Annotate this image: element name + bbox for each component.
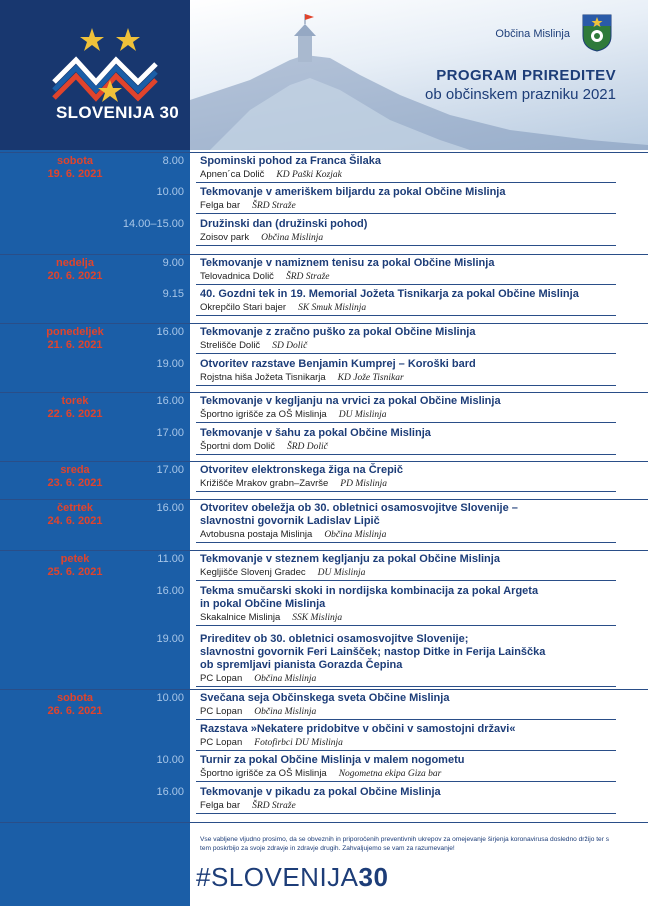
event-underline [196,750,616,751]
event-location-line [200,372,404,383]
event-time: 16.00 [156,786,184,798]
event-underline [196,625,616,626]
event-time: 9.15 [162,288,184,300]
event-organizer: DU Mislinja [338,410,387,420]
event-location: Avtobusna postaja Mislinja [200,529,313,540]
event-title: Prireditev ob 30. obletnici osamosvojitve Slovenije; slavnostni govornik Feri Lainšček; nastop Ditke in Ferija Lainščka ob spremljavi pianista Gorazda Čepina [200,633,546,671]
event-organizer: Fotofirbci DU Mislinja [254,738,343,748]
event-location: Felga bar [200,200,241,211]
star-icon [116,28,140,51]
day-divider [0,461,648,462]
event-location-line [200,441,328,452]
event-location: Skakalnice Mislinja [200,612,281,623]
event-title: Tekmovanje v namiznem tenisu za pokal Občine Mislinja [200,257,495,269]
day-weekday: torek [61,395,89,407]
day-divider [0,822,648,823]
event-title: Svečana seja Občinskega sveta Občine Mislinja [200,692,450,704]
day-weekday: petek [60,553,90,565]
hashtag [196,862,388,893]
event-location-line [200,800,296,811]
day-date: 20. 6. 2021 [47,270,103,282]
event-location-line [200,232,323,243]
day-date: 24. 6. 2021 [47,515,103,527]
event-title: Otvoritev razstave Benjamin Kumprej – Koroški bard [200,358,476,370]
event-location: Športno igrišče za OŠ Mislinja [200,768,327,779]
event-time: 19.00 [156,358,184,370]
event-location: PC Lopan [200,706,243,717]
event-title: Tekma smučarski skoki in nordijska kombinacija za pokal Argeta in pokal Občine Mislinja [200,585,539,610]
day-weekday: sobota [56,155,94,167]
event-location: Felga bar [200,800,241,811]
event-location-line [200,673,316,684]
event-underline [196,580,616,581]
event-title: Družinski dan (družinski pohod) [200,218,368,230]
event-location-line [200,340,307,351]
event-location-line [200,169,342,180]
event-time: 16.00 [156,502,184,514]
event-location-line [200,612,342,623]
day-divider [0,323,648,324]
event-title: Tekmovanje z zračno puško za pokal Občine Mislinja [200,326,476,338]
event-title: Otvoritev elektronskega žiga na Črepič [200,464,403,476]
day-divider [0,152,648,153]
event-organizer: SSK Mislinja [292,613,343,623]
event-time: 14.00–15.00 [122,218,184,230]
event-organizer: SK Smuk Mislinja [298,303,367,313]
event-location: Strelišče Dolič [200,340,261,351]
event-organizer: Nogometna ekipa Giza bar [338,769,442,779]
event-time: 17.00 [156,464,184,476]
event-organizer: KD Jože Tisnikar [337,373,404,383]
event-title: Razstava »Nekatere pridobitve v občini v samostojni državi« [200,723,516,735]
day-date: 23. 6. 2021 [47,477,103,489]
event-location-line [200,200,296,211]
event-underline [196,813,616,814]
covid-notice: Vse vabljene vljudno prosimo, da se obveznih in priporočenih preventivnih ukrepov za omejevanje širjenja koronavirusa dosledno držijo ter s tem poskrbijo za svoje zdravje in zdravje drugih. Zahvaljujemo se vam za razumevanje! [200,836,610,852]
event-underline [196,422,616,423]
day-weekday: sobota [56,692,94,704]
event-location: Športni dom Dolič [200,441,275,452]
day-date: 26. 6. 2021 [47,705,103,717]
event-organizer: PD Mislinja [340,479,388,489]
event-organizer: Občina Mislinja [254,707,317,717]
event-underline [196,719,616,720]
day-weekday: nedelja [56,257,94,269]
event-location-line [200,409,386,420]
event-time: 10.00 [156,754,184,766]
event-time: 9.00 [162,257,184,269]
star-icon [80,28,104,51]
event-underline [196,454,616,455]
hashtag-prefix: #SLOVENIJA [196,862,359,892]
event-time: 10.00 [156,692,184,704]
event-organizer: SD Dolič [272,341,308,351]
event-underline [196,686,616,687]
event-location-line [200,529,386,540]
event-location-line [200,567,365,578]
event-organizer: Občina Mislinja [324,530,387,540]
event-underline [196,213,616,214]
event-location: Križišče Mrakov grabn–Završe [200,478,329,489]
event-organizer: ŠRD Dolič [286,442,328,452]
municipality-name: Občina Mislinja [495,28,570,40]
day-date: 25. 6. 2021 [47,566,103,578]
page-subtitle: ob občinskem prazniku 2021 [425,86,616,103]
event-time: 17.00 [156,427,184,439]
event-location-line [200,737,343,748]
event-location: Kegljišče Slovenj Gradec [200,567,306,578]
event-location-line [200,478,387,489]
event-location: Telovadnica Dolič [200,271,274,282]
event-title: Turnir za pokal Občine Mislinja v malem nogometu [200,754,465,766]
event-underline [196,182,616,183]
day-date: 22. 6. 2021 [47,408,103,420]
event-organizer: Občina Mislinja [261,233,324,243]
event-underline [196,491,616,492]
event-underline [196,353,616,354]
logo-text: SLOVENIJA 30 [56,103,179,122]
event-time: 8.00 [162,155,184,167]
event-organizer: ŠRD Straže [252,801,296,811]
event-time: 10.00 [156,186,184,198]
event-time: 16.00 [156,326,184,338]
day-weekday: četrtek [56,502,94,514]
event-underline [196,385,616,386]
event-time: 16.00 [156,395,184,407]
day-divider [0,392,648,393]
day-divider [0,550,648,551]
day-weekday: ponedeljek [46,326,104,338]
event-underline [196,284,616,285]
event-title: Tekmovanje v šahu za pokal Občine Mislinja [200,427,431,439]
event-organizer: KD Paški Kozjak [276,170,342,180]
event-title: Otvoritev obeležja ob 30. obletnici osamosvojitve Slovenije – slavnostni govornik Ladislav Lipič [200,502,518,527]
day-divider [0,254,648,255]
event-underline [196,315,616,316]
event-location: PC Lopan [200,737,243,748]
event-underline [196,781,616,782]
hashtag-number: 30 [358,862,389,892]
event-location: Športno igrišče za OŠ Mislinja [200,409,327,420]
event-location-line [200,271,329,282]
event-title: 40. Gozdni tek in 19. Memorial Jožeta Tisnikarja za pokal Občine Mislinja [200,288,579,300]
day-date: 21. 6. 2021 [47,339,103,351]
day-date: 19. 6. 2021 [47,168,103,180]
event-underline [196,542,616,543]
municipality-crest-icon [582,14,612,52]
header-photo [190,0,648,150]
event-organizer: ŠRD Straže [285,272,330,282]
event-title: Tekmovanje v pikadu za pokal Občine Mislinja [200,786,441,798]
aljaz-tower [298,36,312,62]
event-organizer: DU Mislinja [317,568,366,578]
event-time: 16.00 [156,585,184,597]
event-title: Tekmovanje v ameriškem biljardu za pokal Občine Mislinja [200,186,506,198]
event-location: Okrepčilo Stari bajer [200,302,287,313]
event-title: Tekmovanje v kegljanju na vrvici za pokal Občine Mislinja [200,395,501,407]
event-location: Rojstna hiša Jožeta Tisnikarja [200,372,326,383]
event-time: 19.00 [156,633,184,645]
event-location: PC Lopan [200,673,243,684]
event-location-line [200,302,366,313]
event-title: Spominski pohod za Franca Šilaka [200,155,381,167]
event-location-line [200,768,441,779]
event-organizer: Občina Mislinja [254,674,317,684]
day-weekday: sreda [60,464,90,476]
event-location-line [200,706,316,717]
event-location: Zoisov park [200,232,250,243]
day-divider [0,689,648,690]
event-underline [196,245,616,246]
day-divider [0,499,648,500]
event-location: Apnen´ca Dolič [200,169,265,180]
event-title: Tekmovanje v steznem kegljanju za pokal Občine Mislinja [200,553,500,565]
event-organizer: ŠRD Straže [252,201,296,211]
flag-icon [305,14,314,20]
event-time: 11.00 [157,553,184,565]
page-title: PROGRAM PRIREDITEV [436,67,616,84]
